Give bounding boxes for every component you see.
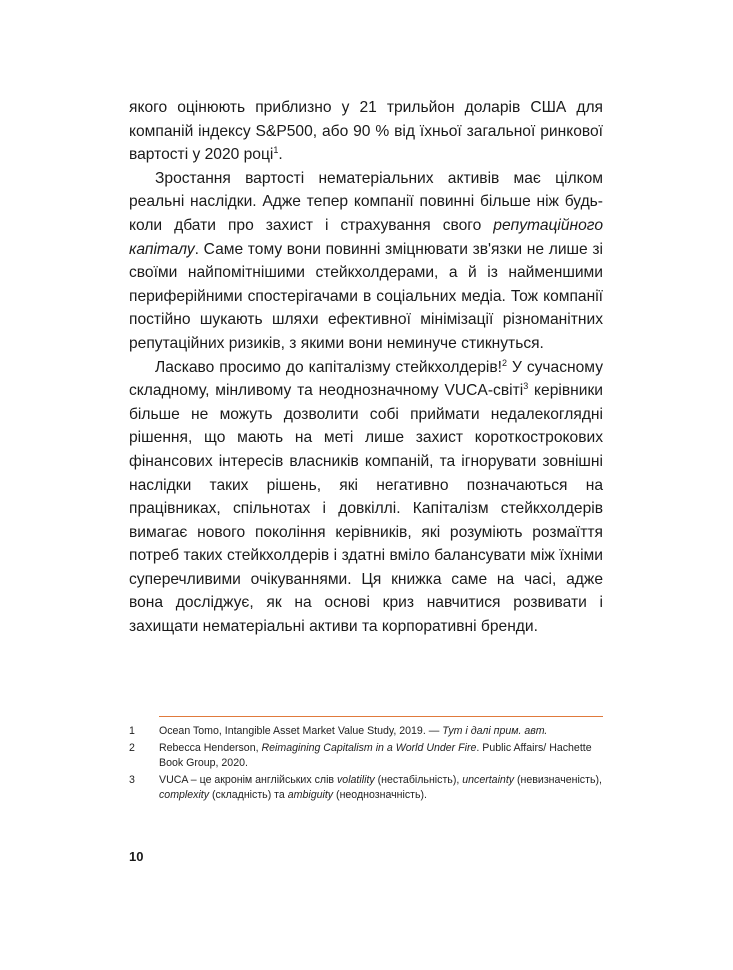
paragraph [129,167,603,356]
footnote-number: 2 [129,742,135,754]
main-text [129,96,603,639]
footnote-text [159,725,547,737]
text-run: Зростання вартості нематеріальних активів має цілком реальні наслідки. Адже тепер компанії повинні більше ніж будь-коли дбати про захист і страхування свого [129,169,603,234]
italic-text: Reimagining Capitalism in a World Under Fire [261,742,477,754]
italic-text: ambiguity [287,789,334,801]
footnote-number: 1 [129,725,135,737]
text-run: (нестабільність), [374,774,463,786]
paragraph [129,96,603,167]
text-run: . [278,146,283,164]
text-run: Rebecca Henderson, [159,742,262,754]
italic-text: Тут і далі прим. авт. [442,725,548,737]
footnote-ref: 3 [523,380,529,391]
page-number: 10 [129,849,144,864]
italic-text: volatility [337,774,375,786]
footnote-text [159,774,602,801]
italic-text: uncertainty [462,774,515,786]
text-run: (складність) та [209,789,288,801]
footnote-ref: 2 [501,357,507,368]
text-run: . Саме тому вони повинні зміцнювати зв'язки не лише зі своїми найпомітнішими стейкхолдерами, а й із найменшими периферійними спостерігачами в соціальних медіа. Тож компанії постійно шукають шляхи ефективної мінімізації різноманітних репутаційних ризиків, з якими вони неминуче стикнуться. [129,240,603,352]
text-run: (неоднозначність). [333,789,427,801]
text-run: керівники більше не можуть дозволити собі приймати недалекоглядні рішення, що мають на меті лише захист короткострокових фінансових інтересів власників компаній, та ігнорувати зовнішні наслідки таких рішень, які негативно позначаються на працівниках, спільнотах і довкіллі. Капіталізм стейкхолдерів вимагає нового покоління керівників, які розуміють розмаїття потреб таких стейкхолдерів і здатні вміло балансувати між їхніми суперечливими очікуваннями. Ця книжка саме на часі, адже вона досліджує, як на основі криз навчитися розвивати і захищати нематеріальні активи та корпоративні бренди. [129,382,603,636]
footnote [129,724,603,739]
footnote-divider [159,716,603,717]
text-run: VUCA – це акронім англійських слів [159,774,337,786]
footnote-number: 3 [129,774,135,786]
footnotes [129,724,603,805]
footnote-text [159,742,592,769]
italic-text: complexity [159,789,210,801]
footnote-ref: 1 [273,145,279,155]
text-run: (невизначеність), [514,774,602,786]
text-run: якого оцінюють приблизно у 21 трильйон доларів США для компаній індексу S&P500, або 90 % від їхньої загальної ринкової вартості у 2020 році [129,99,603,164]
text-run: . Public Affairs/ Hachette Book Group, 2020. [159,742,592,769]
text-run: Ocean Tomo, Intangible Asset Market Value Study, 2019. — [159,725,443,737]
italic-text: репутаційного капіталу [129,216,603,258]
footnote [129,773,603,803]
paragraph [129,356,603,639]
footnote [129,741,603,771]
text-run: У сучасному складному, мінливому та неоднозначному VUCA-світі [129,358,603,400]
text-run: Ласкаво просимо до капіталізму стейкхолдерів! [155,358,502,376]
